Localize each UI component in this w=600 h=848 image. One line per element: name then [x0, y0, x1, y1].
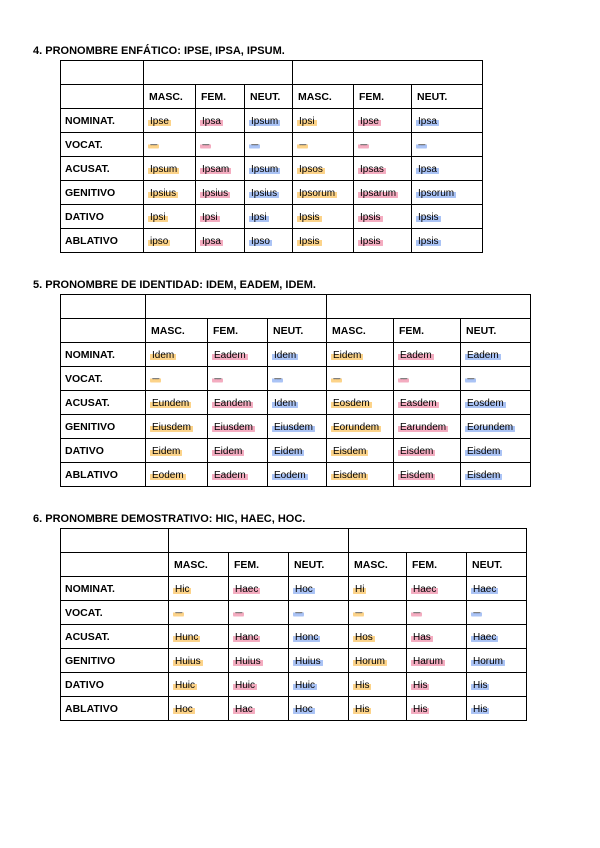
form-cell [412, 229, 483, 253]
form-cell [412, 157, 483, 181]
form-cell [196, 109, 245, 133]
corner-cell [61, 61, 144, 85]
form-text: Horum [473, 655, 504, 667]
form-cell [349, 601, 407, 625]
form-text: Hanc [235, 631, 259, 643]
form-text: Hos [355, 631, 373, 643]
form-cell [268, 367, 327, 391]
form-cell [208, 391, 268, 415]
form-cell [169, 649, 229, 673]
form-cell [289, 697, 349, 721]
form-text: ipso [150, 235, 169, 247]
form-text: Eorundem [333, 421, 380, 433]
form-text: ----- [400, 376, 407, 383]
form-cell [289, 601, 349, 625]
form-text: His [413, 679, 428, 691]
form-text: Eisdem [467, 469, 501, 481]
table-row [61, 367, 531, 391]
form-cell [412, 133, 483, 157]
form-text: Earundem [400, 421, 447, 433]
form-cell [394, 415, 461, 439]
plural-group-cell [349, 529, 527, 553]
form-cell [394, 343, 461, 367]
form-cell [245, 133, 293, 157]
form-cell [169, 625, 229, 649]
form-text: Ipsa [202, 115, 221, 127]
header-corner-cell [61, 85, 144, 109]
form-cell [229, 697, 289, 721]
form-text: ----- [202, 142, 209, 149]
form-cell [144, 181, 196, 205]
table-row [61, 157, 483, 181]
form-text: Haec [413, 583, 437, 595]
table-row [61, 391, 531, 415]
form-cell [394, 367, 461, 391]
form-cell [293, 181, 354, 205]
form-cell [461, 463, 531, 487]
table-header-row [61, 319, 531, 343]
form-text: ----- [214, 376, 221, 383]
form-text: Hi [355, 583, 365, 595]
form-text: Huius [235, 655, 261, 667]
form-cell [407, 577, 467, 601]
form-text: Haec [235, 583, 259, 595]
form-text: Eodem [274, 469, 306, 481]
column-header: NEUT. [289, 553, 349, 577]
form-text: Eisdem [400, 469, 434, 481]
form-cell [394, 391, 461, 415]
form-text: Ipsa [202, 235, 221, 247]
form-text: ----- [418, 142, 425, 149]
form-cell [245, 109, 293, 133]
form-text: Huic [175, 679, 196, 691]
form-text: Ipsis [299, 211, 320, 223]
column-header: FEM. [208, 319, 268, 343]
form-cell [293, 157, 354, 181]
form-text: ----- [150, 142, 157, 149]
form-text: Ipsam [202, 163, 230, 175]
declension-table-idem [60, 294, 531, 487]
table-row [61, 673, 527, 697]
section-title-ipse: 4. PRONOMBRE ENFÁTICO: IPSE, IPSA, IPSUM. [33, 45, 285, 57]
form-text: Idem [152, 349, 175, 361]
form-text: ----- [360, 142, 367, 149]
case-label: ACUSAT. [61, 625, 169, 649]
form-cell [208, 343, 268, 367]
form-text: Ipsis [418, 211, 439, 223]
form-text: Eisdem [333, 469, 367, 481]
case-label: ACUSAT. [61, 157, 144, 181]
form-cell [407, 625, 467, 649]
form-cell [293, 229, 354, 253]
form-text: Ipsius [251, 187, 278, 199]
form-cell [146, 367, 208, 391]
form-text: Eadem [467, 349, 499, 361]
form-cell [169, 697, 229, 721]
form-text: His [473, 703, 488, 715]
form-cell [327, 367, 394, 391]
form-cell [268, 343, 327, 367]
form-cell [144, 133, 196, 157]
declension-table-hic [60, 528, 527, 721]
form-cell [354, 157, 412, 181]
form-cell [349, 577, 407, 601]
form-cell [327, 463, 394, 487]
form-cell [293, 205, 354, 229]
form-text: Huic [235, 679, 256, 691]
form-cell [245, 229, 293, 253]
table-row [61, 181, 483, 205]
form-text: Eidem [274, 445, 303, 457]
form-text: His [355, 679, 370, 691]
plural-group-cell [327, 295, 531, 319]
form-text: ----- [467, 376, 474, 383]
case-label: DATIVO [61, 439, 146, 463]
form-cell [169, 577, 229, 601]
form-text: Eiusdem [214, 421, 253, 433]
form-text: Ipsi [251, 211, 267, 223]
table-row [61, 415, 531, 439]
form-cell [461, 343, 531, 367]
form-text: Ipsius [150, 187, 177, 199]
table-group-row [61, 61, 483, 85]
case-label: GENITIVO [61, 415, 146, 439]
form-text: ----- [295, 610, 302, 617]
form-text: Hic [175, 583, 190, 595]
form-text: Ipsi [299, 115, 315, 127]
table-row [61, 133, 483, 157]
table-row [61, 649, 527, 673]
case-label: ABLATIVO [61, 697, 169, 721]
form-cell [407, 649, 467, 673]
section-title-idem: 5. PRONOMBRE DE IDENTIDAD: IDEM, EADEM, IDEM. [33, 279, 316, 291]
form-cell [196, 133, 245, 157]
form-text: ----- [251, 142, 258, 149]
column-header: NEUT. [412, 85, 483, 109]
case-label: NOMINAT. [61, 109, 144, 133]
form-text: Eisdem [333, 445, 367, 457]
form-text: ----- [355, 610, 362, 617]
column-header: FEM. [196, 85, 245, 109]
form-text: Ipsis [360, 235, 381, 247]
form-text: Hoc [295, 583, 313, 595]
form-cell [144, 157, 196, 181]
form-text: Eidem [333, 349, 362, 361]
form-cell [293, 109, 354, 133]
form-text: Ipso [251, 235, 270, 247]
form-text: Haec [473, 583, 497, 595]
column-header: FEM. [394, 319, 461, 343]
form-text: Ipsi [202, 211, 218, 223]
form-text: ----- [274, 376, 281, 383]
form-cell [327, 415, 394, 439]
form-cell [268, 415, 327, 439]
form-text: Ipsa [418, 163, 437, 175]
form-cell [144, 109, 196, 133]
column-header: NEUT. [268, 319, 327, 343]
form-cell [407, 673, 467, 697]
table-row [61, 577, 527, 601]
form-text: Eorundem [467, 421, 514, 433]
form-text: ----- [235, 610, 242, 617]
form-cell [268, 439, 327, 463]
form-text: Horum [355, 655, 386, 667]
form-cell [146, 415, 208, 439]
table-row [61, 625, 527, 649]
form-cell [146, 391, 208, 415]
form-cell [412, 109, 483, 133]
case-label: GENITIVO [61, 181, 144, 205]
case-label: VOCAT. [61, 601, 169, 625]
form-cell [144, 205, 196, 229]
column-header: NEUT. [245, 85, 293, 109]
form-text: Eandem [214, 397, 252, 409]
column-header: NEUT. [467, 553, 527, 577]
singular-group-cell [144, 61, 293, 85]
form-cell [461, 391, 531, 415]
form-cell [268, 391, 327, 415]
form-cell [229, 577, 289, 601]
singular-group-cell [169, 529, 349, 553]
form-cell [467, 697, 527, 721]
form-text: Ipsorum [418, 187, 455, 199]
form-text: Ipsum [251, 115, 279, 127]
table-row [61, 205, 483, 229]
form-cell [208, 367, 268, 391]
form-text: ----- [299, 142, 306, 149]
form-text: Ipsum [251, 163, 279, 175]
column-header: FEM. [229, 553, 289, 577]
form-text: Eosdem [467, 397, 504, 409]
form-text: His [355, 703, 370, 715]
form-text: His [413, 703, 428, 715]
form-text: Ipsos [299, 163, 323, 175]
form-cell [146, 343, 208, 367]
form-cell [327, 439, 394, 463]
column-header: MASC. [349, 553, 407, 577]
table-row [61, 463, 531, 487]
form-cell [412, 181, 483, 205]
form-text: Has [413, 631, 431, 643]
form-text: Harum [413, 655, 444, 667]
form-cell [467, 601, 527, 625]
case-label: ACUSAT. [61, 391, 146, 415]
corner-cell [61, 295, 146, 319]
table-group-row [61, 295, 531, 319]
section-title-hic: 6. PRONOMBRE DEMOSTRATIVO: HIC, HAEC, HOC. [33, 513, 306, 525]
form-cell [354, 181, 412, 205]
form-cell [245, 157, 293, 181]
table-row [61, 439, 531, 463]
column-header: FEM. [407, 553, 467, 577]
form-cell [229, 649, 289, 673]
form-cell [289, 673, 349, 697]
form-cell [245, 181, 293, 205]
form-text: Ipsorum [299, 187, 336, 199]
form-text: Idem [274, 397, 297, 409]
form-cell [412, 205, 483, 229]
table-group-row [61, 529, 527, 553]
case-label: DATIVO [61, 673, 169, 697]
form-cell [349, 673, 407, 697]
form-cell [196, 157, 245, 181]
form-cell [229, 673, 289, 697]
form-text: Eundem [152, 397, 190, 409]
form-cell [349, 625, 407, 649]
form-cell [461, 415, 531, 439]
column-header: MASC. [327, 319, 394, 343]
form-text: Ipse [150, 115, 169, 127]
form-text: ----- [152, 376, 159, 383]
form-cell [327, 391, 394, 415]
singular-group-cell [146, 295, 327, 319]
case-label: VOCAT. [61, 133, 144, 157]
form-cell [461, 367, 531, 391]
form-cell [144, 229, 196, 253]
form-text: Easdem [400, 397, 437, 409]
form-text: Ipsum [150, 163, 178, 175]
form-text: Honc [295, 631, 319, 643]
form-cell [289, 577, 349, 601]
table-row [61, 229, 483, 253]
header-corner-cell [61, 319, 146, 343]
case-label: ABLATIVO [61, 229, 144, 253]
form-text: Hoc [175, 703, 193, 715]
form-text: Ipsius [202, 187, 229, 199]
corner-cell [61, 529, 169, 553]
form-cell [354, 205, 412, 229]
form-text: His [473, 679, 488, 691]
form-text: Eiusdem [152, 421, 191, 433]
form-cell [327, 343, 394, 367]
form-cell [349, 649, 407, 673]
form-text: Eidem [214, 445, 243, 457]
form-text: Eosdem [333, 397, 370, 409]
case-label: DATIVO [61, 205, 144, 229]
form-cell [196, 229, 245, 253]
form-text: Haec [473, 631, 497, 643]
column-header: MASC. [293, 85, 354, 109]
form-text: ----- [413, 610, 420, 617]
form-cell [293, 133, 354, 157]
form-text: Ipsis [299, 235, 320, 247]
form-text: Eadem [400, 349, 432, 361]
form-cell [245, 205, 293, 229]
table-row [61, 109, 483, 133]
form-text: Eadem [214, 469, 246, 481]
form-cell [289, 625, 349, 649]
table-header-row [61, 553, 527, 577]
table-row [61, 697, 527, 721]
form-text: ----- [175, 610, 182, 617]
form-text: ----- [333, 376, 340, 383]
form-cell [268, 463, 327, 487]
header-corner-cell [61, 553, 169, 577]
form-cell [146, 439, 208, 463]
case-label: NOMINAT. [61, 577, 169, 601]
form-text: Eidem [152, 445, 181, 457]
form-cell [354, 109, 412, 133]
form-cell [196, 205, 245, 229]
table-row [61, 343, 531, 367]
form-cell [169, 673, 229, 697]
column-header: MASC. [144, 85, 196, 109]
column-header: MASC. [169, 553, 229, 577]
form-cell [169, 601, 229, 625]
form-cell [349, 697, 407, 721]
form-cell [394, 463, 461, 487]
form-cell [208, 463, 268, 487]
form-cell [407, 697, 467, 721]
form-cell [208, 439, 268, 463]
form-cell [467, 649, 527, 673]
form-text: Ipse [360, 115, 379, 127]
form-text: Hoc [295, 703, 313, 715]
form-text: Huius [175, 655, 201, 667]
case-label: ABLATIVO [61, 463, 146, 487]
form-text: Huic [295, 679, 316, 691]
form-text: Eadem [214, 349, 246, 361]
form-cell [289, 649, 349, 673]
form-text: Ipsarum [360, 187, 397, 199]
table-header-row [61, 85, 483, 109]
case-label: GENITIVO [61, 649, 169, 673]
column-header: FEM. [354, 85, 412, 109]
form-cell [208, 415, 268, 439]
form-cell [229, 625, 289, 649]
form-text: Eisdem [400, 445, 434, 457]
form-text: ----- [473, 610, 480, 617]
form-text: Hunc [175, 631, 199, 643]
table-row [61, 601, 527, 625]
form-text: Ipsis [360, 211, 381, 223]
form-text: Ipsis [418, 235, 439, 247]
form-text: Eiusdem [274, 421, 313, 433]
form-text: Ipsa [418, 115, 437, 127]
form-text: Ipsas [360, 163, 384, 175]
form-text: Eodem [152, 469, 184, 481]
form-cell [467, 577, 527, 601]
form-cell [394, 439, 461, 463]
column-header: MASC. [146, 319, 208, 343]
form-text: Ipsi [150, 211, 166, 223]
form-cell [461, 439, 531, 463]
form-text: Huius [295, 655, 321, 667]
form-text: Hac [235, 703, 253, 715]
form-cell [407, 601, 467, 625]
form-cell [467, 625, 527, 649]
form-cell [196, 181, 245, 205]
form-cell [229, 601, 289, 625]
form-cell [467, 673, 527, 697]
form-text: Eisdem [467, 445, 501, 457]
declension-table-ipse [60, 60, 483, 253]
case-label: NOMINAT. [61, 343, 146, 367]
form-text: Idem [274, 349, 297, 361]
plural-group-cell [293, 61, 483, 85]
column-header: NEUT. [461, 319, 531, 343]
form-cell [354, 229, 412, 253]
case-label: VOCAT. [61, 367, 146, 391]
form-cell [146, 463, 208, 487]
form-cell [354, 133, 412, 157]
